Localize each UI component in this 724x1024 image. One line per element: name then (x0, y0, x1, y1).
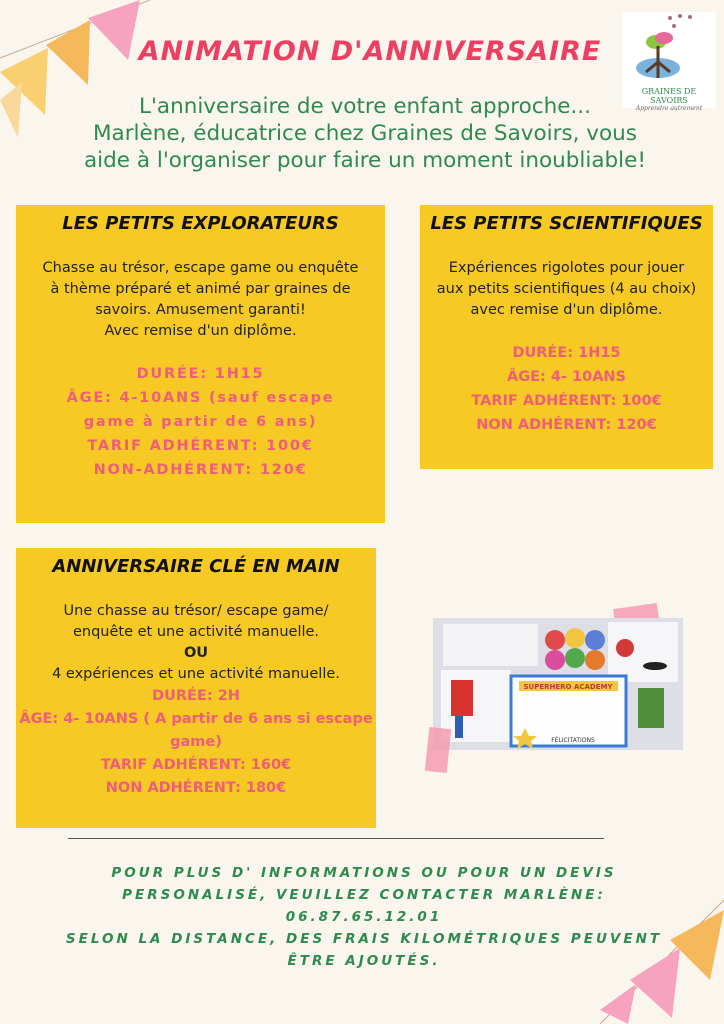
desc-line: aux petits scientifiques (4 au choix) (436, 281, 697, 297)
info-duree: DURÉE: 1H15 (136, 366, 265, 382)
card-petits-scientifiques (420, 205, 713, 469)
divider (68, 838, 604, 839)
footer-line: PERSONALISÉ, VEUILLEZ CONTACTER MARLÈNE: (122, 887, 606, 903)
card-title: LES PETITS EXPLORATEURS (62, 213, 339, 234)
card-description (420, 258, 713, 321)
intro-line: L'anniversaire de votre enfant approche... (139, 94, 591, 119)
desc-line: à thème préparé et animé par graines de (50, 281, 351, 297)
card-info (420, 341, 713, 437)
card-title: LES PETITS SCIENTIFIQUES (430, 213, 703, 234)
info-age: ÂGE: 4- 10ANS (506, 369, 626, 385)
card-description (16, 601, 376, 685)
phone-number: 06.87.65.12.01 (285, 909, 443, 925)
desc-line: Avec remise d'un diplôme. (104, 323, 297, 339)
superhero-photo (433, 618, 683, 750)
info-duree: DURÉE: 1H15 (512, 345, 621, 361)
card-petits-explorateurs (16, 205, 385, 523)
plant-icon (622, 12, 716, 82)
info-tarif-adherent: TARIF ADHÉRENT: 160€ (100, 757, 292, 773)
intro-line: aide à l'organiser pour faire un moment inoubliable! (83, 148, 646, 173)
photo-footer-text: FÉLICITATIONS (551, 737, 595, 744)
footer-line: ÊTRE AJOUTÉS. (287, 953, 441, 969)
info-tarif-adherent: TARIF ADHÉRENT: 100€ (471, 393, 662, 409)
desc-line: savoirs. Amusement garanti! (95, 302, 306, 318)
desc-line: 4 expériences et une activité manuelle. (52, 666, 340, 682)
footer-line: SELON LA DISTANCE, DES FRAIS KILOMÉTRIQUES PEUVENT (65, 931, 663, 947)
card-title: ANNIVERSAIRE CLÉ EN MAIN (52, 556, 340, 577)
info-tarif-non-adherent: NON ADHÉRENT: 120€ (476, 417, 657, 433)
logo-text: GRAINES DE SAVOIRS (641, 87, 697, 105)
photo-banner-text: SUPERHERO ACADEMY (523, 683, 613, 691)
card-anniversaire-cle-en-main (16, 548, 376, 828)
desc-line: avec remise d'un diplôme. (470, 302, 663, 318)
info-tarif-adherent: TARIF ADHÉRENT: 100€ (87, 438, 314, 454)
intro-line: Marlène, éducatrice chez Graines de Savoirs, vous (92, 121, 638, 146)
desc-line: enquête et une activité manuelle. (72, 624, 320, 640)
info-duree: DURÉE: 2H (152, 688, 240, 704)
page-title: ANIMATION D'ANNIVERSAIRE (138, 36, 602, 67)
contact-footer (40, 862, 688, 972)
photo-illustration (433, 618, 683, 750)
footer-line: POUR PLUS D' INFORMATIONS OU POUR UN DEVIS (111, 865, 617, 881)
card-info (16, 685, 376, 800)
info-age-note: game) (170, 734, 222, 750)
logo-tagline: Apprendre autrement (635, 105, 703, 112)
info-age-note: game à partir de 6 ans) (83, 414, 318, 430)
info-tarif-non-adherent: NON ADHÉRENT: 180€ (105, 780, 287, 796)
info-tarif-non-adherent: NON-ADHÉRENT: 120€ (93, 462, 308, 478)
card-description (16, 258, 385, 342)
info-age: ÂGE: 4-10ANS (sauf escape (66, 390, 335, 406)
or-separator: OU (183, 645, 209, 661)
intro-text (40, 93, 690, 174)
desc-line: Chasse au trésor, escape game ou enquête (42, 260, 359, 276)
desc-line: Une chasse au trésor/ escape game/ (63, 603, 329, 619)
desc-line: Expériences rigolotes pour jouer (448, 260, 685, 276)
tape-bottom (425, 727, 451, 773)
card-info (16, 362, 385, 482)
info-age: ÂGE: 4- 10ANS ( A partir de 6 ans si escape (19, 711, 373, 727)
